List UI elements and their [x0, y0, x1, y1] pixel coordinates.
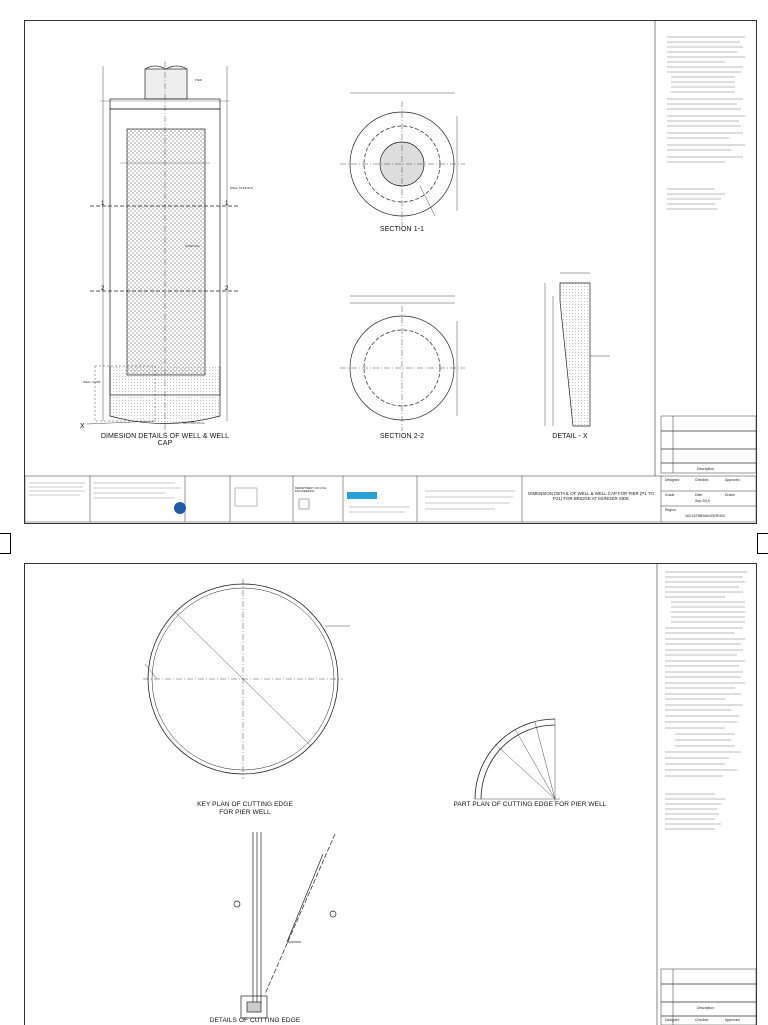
notes-lines-2: [665, 572, 747, 829]
notes-lines: [667, 37, 745, 209]
label-description: Description: [697, 467, 714, 471]
contractor-logo: [235, 488, 257, 506]
revision-boxes-2: [661, 969, 756, 1025]
label-pier: PIER: [195, 78, 203, 82]
revision-boxes: [661, 416, 756, 473]
title-strip-text-lines: [29, 483, 515, 512]
drawing-title: DIMENSION DETAIL OF WELL & WELL CAP FOR PIER (P1 TO P21) FOR BRIDGE AT MUNGER SIDE: [528, 491, 654, 501]
label-grade: Grade: [665, 493, 675, 497]
label-x-mark: X: [80, 423, 85, 430]
section-mark-1b: 1: [225, 201, 229, 207]
caption-section-1-1: SECTION 1-1: [379, 226, 425, 233]
caption-part-plan: PART PLAN OF CUTTING EDGE FOR PIER WELL: [453, 801, 607, 808]
section-1-1-plan: [340, 93, 465, 226]
caption-details-cutting-edge: DETAILS OF CUTTING EDGE: [209, 1017, 301, 1024]
detail-x-curb: [545, 273, 610, 426]
label-bottom-plug: BOTTOM PLUG: [183, 421, 205, 425]
date-value: Sep-2019: [695, 499, 710, 503]
drawing-sheet-2: [24, 563, 757, 1025]
label-well-curb: WELL CURB: [83, 380, 101, 384]
label-region: Region: [665, 508, 676, 512]
label-well-steining: WELL STEINING: [230, 186, 254, 190]
part-plan-arc: [475, 719, 560, 802]
authority-logo: [174, 502, 186, 514]
sheet1-drawing: [25, 21, 756, 523]
cutting-edge-detail: [234, 832, 336, 1018]
department-logo: [299, 499, 309, 509]
caption-well-elevation: DIMESION DETAILS OF WELL & WELL CAP: [100, 433, 230, 447]
label-checked-2: Checked: [695, 1018, 709, 1022]
label-drawn: Drawn: [725, 493, 735, 497]
label-approved: Approved: [725, 478, 740, 482]
caption-key-plan: KEY PLAN OF CUTTING EDGE: [197, 801, 293, 808]
caption-detail-x: DETAIL - X: [552, 433, 588, 440]
sheet2-drawing: [25, 564, 756, 1025]
drawing-sheet-1: [24, 20, 757, 524]
well-elevation: [87, 61, 240, 436]
label-checked: Checked: [695, 478, 709, 482]
caption-section-2-2: SECTION 2-2: [379, 433, 425, 440]
label-designed: Designed: [665, 478, 680, 482]
label-designed-2: Designed: [665, 1018, 680, 1022]
section-mark-2a: 2: [101, 286, 105, 292]
section-mark-2b: 2: [225, 286, 229, 292]
label-description-2: Description: [697, 1006, 714, 1010]
drawing-number: 163-16TBB/MUNGER/400: [685, 514, 725, 518]
crop-mark: [0, 543, 11, 554]
label-sand-fill: SAND FILL: [185, 244, 201, 248]
section-2-2-plan: [340, 296, 465, 431]
crop-mark: [757, 543, 768, 554]
key-plan-circle: [143, 579, 350, 779]
department-name: DEPARTMENT OF CIVIL ENGINEERING: [295, 486, 327, 494]
label-approved-2: Approved: [725, 1018, 740, 1022]
label-date: Date: [695, 493, 703, 497]
section-mark-1a: 1: [101, 201, 105, 207]
caption-key-plan-2: FOR PIER WELL: [219, 809, 271, 816]
consultant-logo: [347, 492, 377, 499]
